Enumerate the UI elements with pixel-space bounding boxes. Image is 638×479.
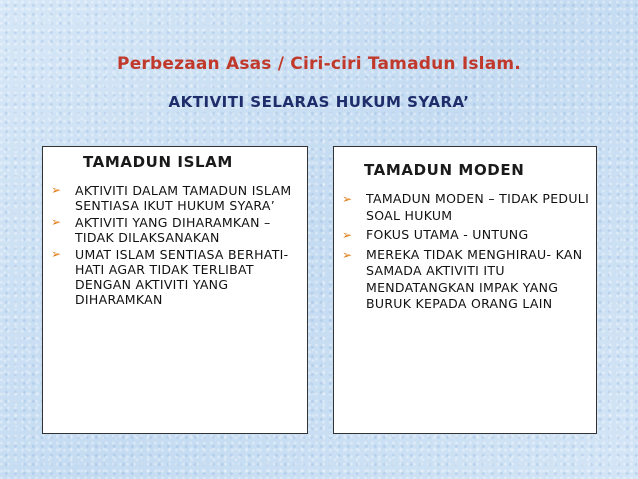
panel-tamadun-islam bbox=[42, 146, 308, 434]
arrowhead-bullet-icon: ➢ bbox=[342, 228, 353, 242]
arrowhead-bullet-icon: ➢ bbox=[51, 215, 62, 229]
bullet-list bbox=[334, 191, 596, 313]
panel-heading: TAMADUN ISLAM bbox=[83, 153, 233, 171]
list-item-text: UMAT ISLAM SENTIASA BERHATI-HATI AGAR TIDAK TERLIBAT DENGAN AKTIVITI YANG DIHARAMKAN bbox=[75, 247, 289, 307]
list-item-text: AKTIVITI YANG DIHARAMKAN – TIDAK DILAKSANAKAN bbox=[75, 215, 271, 245]
list-item-text: TAMADUN MODEN – TIDAK PEDULI SOAL HUKUM bbox=[366, 191, 590, 223]
panel-tamadun-moden bbox=[333, 146, 597, 434]
list-item bbox=[43, 247, 307, 307]
list-item bbox=[334, 247, 596, 313]
list-item-text: MEREKA TIDAK MENGHIRAU- KAN SAMADA AKTIVITI ITU MENDATANGKAN IMPAK YANG BURUK KEPADA ORANG LAIN bbox=[366, 246, 583, 311]
bullet-list bbox=[43, 183, 307, 307]
slide-title: Perbezaan Asas / Ciri-ciri Tamadun Islam. bbox=[117, 54, 521, 74]
arrowhead-bullet-icon: ➢ bbox=[51, 183, 62, 197]
list-item bbox=[43, 215, 307, 245]
arrowhead-bullet-icon: ➢ bbox=[51, 247, 62, 261]
list-item-text: AKTIVITI DALAM TAMADUN ISLAM SENTIASA IKUT HUKUM SYARA’ bbox=[75, 183, 292, 213]
panel-heading: TAMADUN MODEN bbox=[364, 161, 525, 179]
list-item bbox=[334, 227, 596, 244]
list-item bbox=[43, 183, 307, 213]
arrowhead-bullet-icon: ➢ bbox=[342, 247, 353, 262]
list-item-text: FOKUS UTAMA - UNTUNG bbox=[366, 227, 529, 242]
slide-subtitle: AKTIVITI SELARAS HUKUM SYARA’ bbox=[168, 93, 470, 111]
arrowhead-bullet-icon: ➢ bbox=[342, 192, 353, 206]
list-item bbox=[334, 191, 596, 224]
